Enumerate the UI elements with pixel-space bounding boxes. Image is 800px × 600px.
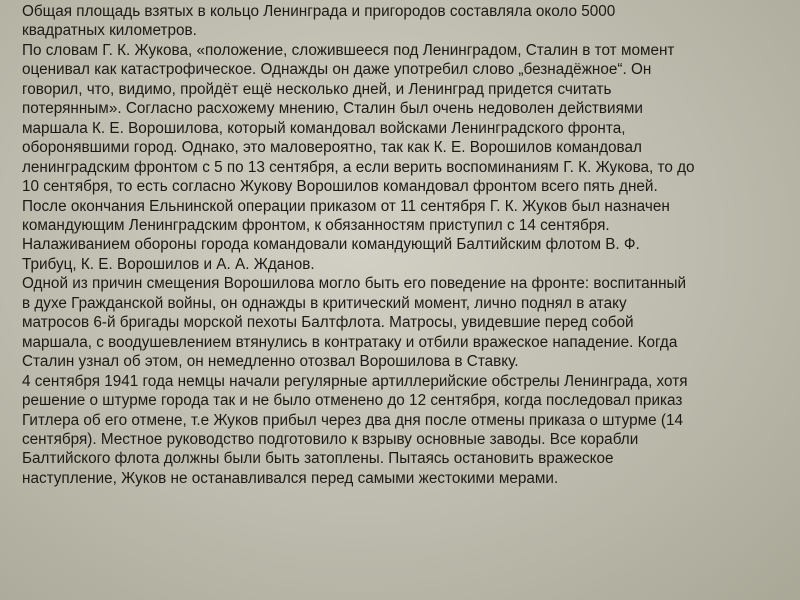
slide-body-text — [22, 2, 786, 488]
text-line: Балтийского флота должны были быть затоплены. Пытаясь остановить вражеское — [22, 450, 614, 468]
text-line: потерянным». Согласно расхожему мнению, Сталин был очень недоволен действиями — [22, 100, 643, 118]
text-line: сентября). Местное руководство подготовило к взрыву основные заводы. Все корабли — [22, 430, 639, 448]
text-line: говорил, что, видимо, пройдёт ещё несколько дней, и Ленинград придется считать — [22, 80, 612, 98]
text-line: После окончания Ельнинской операции приказом от 11 сентября Г. К. Жуков был назначен — [22, 197, 670, 215]
text-line: командующим Ленинградским фронтом, к обязанностям приступил с 14 сентября. — [22, 216, 610, 234]
text-line: квадратных километров. — [22, 22, 197, 40]
text-line: решение о штурме города так и не было отменено до 12 сентября, когда последовал приказ — [22, 392, 683, 410]
text-line: наступление, Жуков не останавливался перед самыми жестокими мерами. — [22, 469, 559, 487]
text-line: оценивал как катастрофическое. Однажды он даже употребил слово „безнадёжное“. Он — [22, 61, 652, 79]
text-line: Налаживанием обороны города командовали командующий Балтийским флотом В. Ф. — [22, 236, 640, 254]
text-line: Трибуц, К. Е. Ворошилов и А. А. Жданов. — [22, 255, 315, 273]
text-line: матросов 6-й бригады морской пехоты Балтфлота. Матросы, увидевшие перед собой — [22, 314, 634, 332]
text-line: маршала К. Е. Ворошилова, который командовал войсками Ленинградского фронта, — [22, 119, 626, 137]
text-line: оборонявшими город. Однако, это маловероятно, так как К. Е. Ворошилов командовал — [22, 139, 642, 157]
text-line: маршала, с воодушевлением втянулись в контратаку и отбили вражеское нападение. Когда — [22, 333, 678, 351]
text-line: Общая площадь взятых в кольцо Ленинграда и пригородов составляла около 5000 — [22, 3, 616, 20]
text-line: 10 сентября, то есть согласно Жукову Ворошилов командовал фронтом всего пять дней. — [22, 178, 658, 196]
text-line: Одной из причин смещения Ворошилова могло быть его поведение на фронте: воспитанный — [22, 275, 687, 293]
text-line: ленинградским фронтом с 5 по 13 сентября, а если верить воспоминаниям Г. К. Жукова, то до — [22, 158, 695, 176]
text-line: Сталин узнал об этом, он немедленно отозвал Ворошилова в Ставку. — [22, 353, 519, 371]
text-line: По словам Г. К. Жукова, «положение, сложившееся под Ленинградом, Сталин в тот момент — [22, 41, 675, 59]
text-line: Гитлера об его отмене, т.е Жуков прибыл через два дня после отмены приказа о штурме (14 — [22, 411, 683, 429]
text-line: 4 сентября 1941 года немцы начали регулярные артиллерийские обстрелы Ленинграда, хотя — [22, 372, 688, 390]
text-line: в духе Гражданской войны, он однажды в критический момент, лично поднял в атаку — [22, 294, 627, 312]
